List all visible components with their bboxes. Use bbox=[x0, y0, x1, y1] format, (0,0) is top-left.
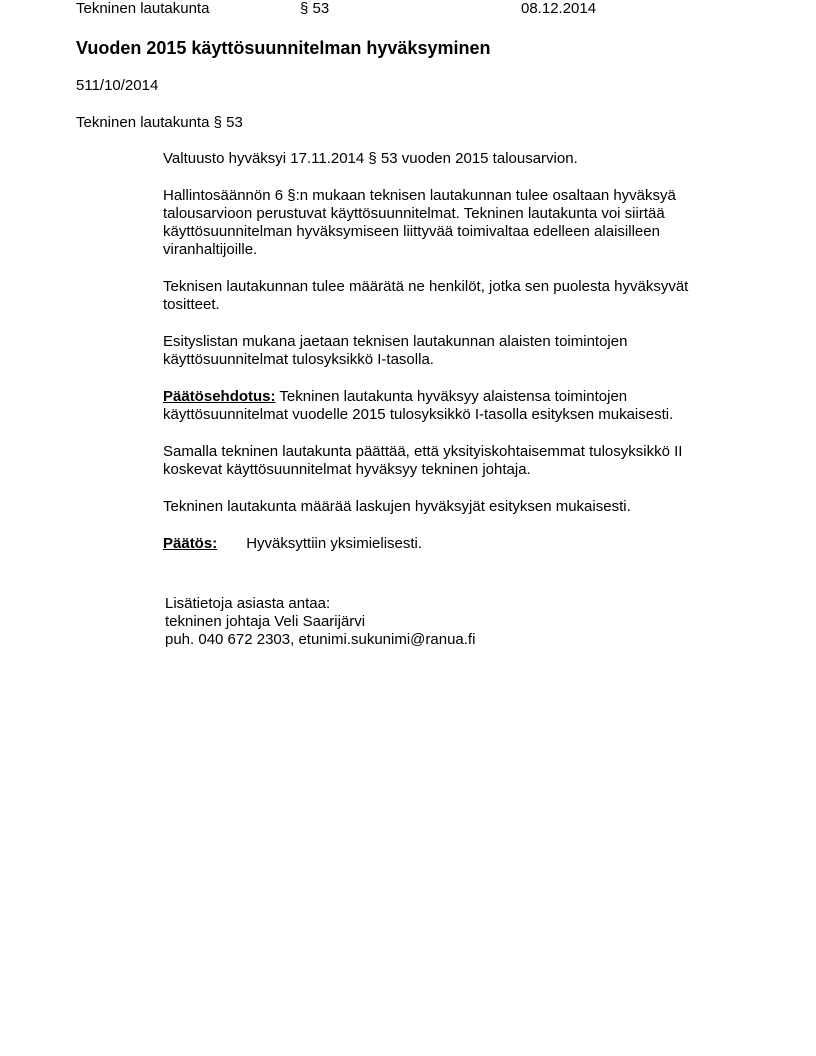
page-header bbox=[76, 0, 796, 18]
paragraph-line: Esityslistan mukana jaetaan teknisen lautakunnan alaisten toimintojen bbox=[163, 333, 628, 350]
contact-info bbox=[165, 595, 665, 649]
decision-text: Hyväksyttiin yksimielisesti. bbox=[246, 535, 423, 552]
contact-line: Lisätietoja asiasta antaa: bbox=[165, 595, 331, 612]
header-committee: Tekninen lautakunta bbox=[76, 0, 210, 17]
paragraph-line: viranhaltijoille. bbox=[163, 241, 258, 258]
paragraph-budget bbox=[163, 150, 733, 168]
paragraph-line: Tekninen lautakunta määrää laskujen hyväksyjät esityksen mukaisesti. bbox=[163, 498, 631, 515]
paragraph-line: koskevat käyttösuunnitelmat hyväksyy tekninen johtaja. bbox=[163, 461, 531, 478]
paragraph-line: Samalla tekninen lautakunta päättää, että yksityiskohtaisemmat tulosyksikkö II bbox=[163, 443, 683, 460]
proposal-label: Päätösehdotus: bbox=[163, 388, 276, 405]
paragraph-agenda bbox=[163, 333, 733, 369]
paragraph-regulation bbox=[163, 187, 733, 259]
paragraph-approvers bbox=[163, 278, 733, 314]
paragraph-decision bbox=[163, 535, 733, 553]
header-date: 08.12.2014 bbox=[521, 0, 597, 17]
document-body bbox=[163, 150, 733, 572]
paragraph-line: käyttösuunnitelmat vuodelle 2015 tulosyksikkö I-tasolla esityksen mukaisesti. bbox=[163, 406, 674, 423]
committee-reference: Tekninen lautakunta § 53 bbox=[76, 114, 243, 131]
paragraph-line: Hallintosäännön 6 §:n mukaan teknisen lautakunnan tulee osaltaan hyväksyä bbox=[163, 187, 676, 204]
paragraph-proposal bbox=[163, 388, 733, 424]
paragraph-line: käyttösuunnitelman hyväksymiseen liittyvää toimivaltaa edelleen alaisilleen bbox=[163, 223, 660, 240]
contact-line: puh. 040 672 2303, etunimi.sukunimi@ranua.fi bbox=[165, 631, 476, 648]
paragraph-detailed-plans bbox=[163, 443, 733, 479]
paragraph-line: Tekninen lautakunta hyväksyy alaistensa toimintojen bbox=[279, 388, 628, 405]
decision-label: Päätös: bbox=[163, 535, 218, 552]
document-title: Vuoden 2015 käyttösuunnitelman hyväksyminen bbox=[76, 38, 491, 58]
paragraph-line: tositteet. bbox=[163, 296, 220, 313]
case-number: 511/10/2014 bbox=[76, 77, 159, 94]
paragraph-line: Teknisen lautakunnan tulee määrätä ne henkilöt, jotka sen puolesta hyväksyvät bbox=[163, 278, 689, 295]
paragraph-line: Valtuusto hyväksyi 17.11.2014 § 53 vuoden 2015 talousarvion. bbox=[163, 150, 578, 167]
paragraph-line: talousarvioon perustuvat käyttösuunnitelmat. Tekninen lautakunta voi siirtää bbox=[163, 205, 665, 222]
paragraph-invoice-approvers bbox=[163, 498, 733, 516]
paragraph-line: käyttösuunnitelmat tulosyksikkö I-tasolla. bbox=[163, 351, 434, 368]
contact-line: tekninen johtaja Veli Saarijärvi bbox=[165, 613, 366, 630]
header-section: § 53 bbox=[300, 0, 330, 17]
